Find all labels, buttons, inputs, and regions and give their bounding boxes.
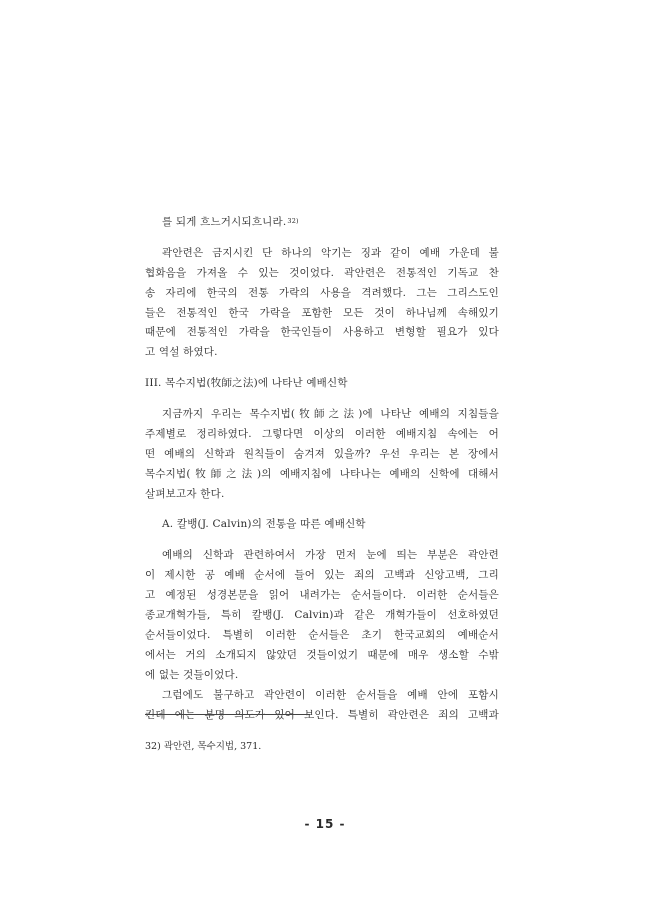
paragraph1-line: 고 역설 하였다. <box>145 346 218 358</box>
footnote: 32) 곽안련, 목수지법, 371. <box>145 741 262 752</box>
paragraph3-line: 고 예정된 성경본문을 읽어 내려가는 순서들이다. 이러한 순서들은 <box>145 589 499 601</box>
paragraph2-line: 살펴보고자 한다. <box>145 488 225 500</box>
paragraph2-line: 목수지법(牧師之法)의 예배지침에 나타나는 예배의 신학에 대해서 <box>145 468 499 480</box>
paragraph1-line: 들은 전통적인 한국 가락을 포함한 모든 것이 하나님께 속해있기 <box>145 307 499 319</box>
paragraph2-line: 지금까지 우리는 목수지법(牧師之法)에 나타난 예배의 지침들을 <box>162 408 499 420</box>
section-heading: III. 목수지법(牧師之法)에 나타난 예배신학 <box>145 377 348 389</box>
quote-tail-text: 를 되게 흐느거시되흐니라. <box>162 216 287 228</box>
footnote-reference: 32) <box>287 217 299 225</box>
quote-tail-line <box>162 215 299 229</box>
subsection-heading: A. 칼뱅(J. Calvin)의 전통을 따른 예배신학 <box>162 518 366 530</box>
paragraph3-line: 종교개혁가들, 특히 칼뱅(J. Calvin)과 같은 개혁가들이 선호하였던 <box>145 609 499 621</box>
paragraph1-line: 곽안련은 금지시킨 단 하나의 악기는 징과 같이 예배 가운데 불 <box>162 247 499 259</box>
paragraph2-line: 주제별로 정리하였다. 그렇다면 이상의 이러한 예배지침 속에는 어 <box>145 428 499 440</box>
paragraph3-line: 예배의 신학과 관련하여서 가장 먼저 눈에 띄는 부분은 곽안련 <box>162 549 499 561</box>
paragraph3-line: 이 제시한 공 예배 순서에 들어 있는 죄의 고백과 신앙고백, 그리 <box>145 569 499 581</box>
paragraph1-line: 송 자리에 한국의 전통 가락의 사용을 격려했다. 그는 그리스도인 <box>145 287 499 299</box>
paragraph3-line: 에서는 거의 소개되지 않았던 것들이었기 때문에 매우 생소할 수밖 <box>145 649 499 661</box>
footnote-divider <box>145 714 310 715</box>
paragraph3-line: 에 없는 것들이었다. <box>145 669 239 681</box>
paragraph3-line: 순서들이었다. 특별히 이러한 순서들은 초기 한국교회의 예배순서 <box>145 629 499 641</box>
paragraph2-line: 떤 예배의 신학과 원칙들이 숨겨져 있을까? 우선 우리는 본 장에서 <box>145 448 499 460</box>
paragraph4-line: 킨데 에는 분명 의도가 있어 보인다. 특별히 곽안련은 죄의 고백과 <box>145 709 499 721</box>
paragraph4-line: 그럼에도 불구하고 곽안련이 이러한 순서들을 예배 안에 포함시 <box>162 689 499 701</box>
paragraph1-line: 때문에 전통적인 가락을 한국인들이 사용하고 변형할 필요가 있다 <box>145 326 499 338</box>
paragraph1-line: 협화음을 가져올 수 있는 것이었다. 곽안련은 전통적인 기독교 찬 <box>145 267 499 279</box>
page-number: - 15 - <box>304 817 346 831</box>
